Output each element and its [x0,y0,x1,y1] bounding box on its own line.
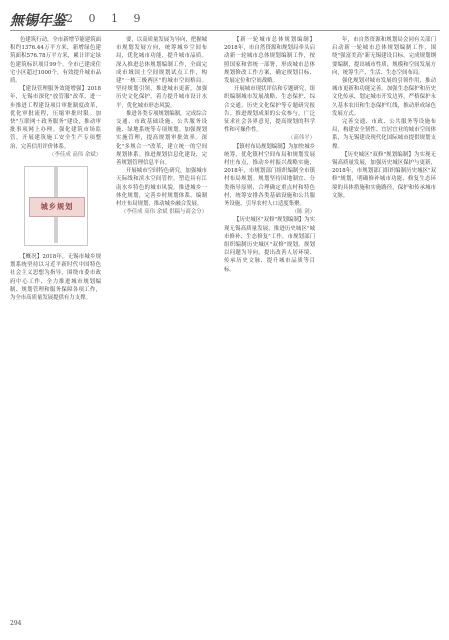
paragraph: 【镇村布局规划编制】为加快城乡统筹，优化镇村空间布局和规划发展村庄布点，推动乡村振兴战略实施，2018年，市规划部门组织编制全市镇村布局规划。规划坚持因地制宜、分类指导原则，合理确定重点村和特色村，统筹安排各类基础设施和公共服务设施，引导农村人口适度集聚。 [224,143,315,208]
column-4 [332,36,436,200]
sign-board: 城乡规划 [29,197,85,217]
paragraph: 色建筑行动，全市新增节能建筑面积约1376.44万平方米，新增绿色建筑面积576.78万平方米，累计评定绿色建筑标识项目99个。全市已建成住宅小区超过1000个，有效提升城市品质。 [10,37,101,85]
paragraph: 年，市自然资源和规划局会同有关部门启动新一轮城市总体规划编制工作，围绕"强富美高"新无锡建设目标，完成规划纲要编制，提出城市性质、规模和空间发展方向，统筹生产、生活、生态空间布局。 [332,37,436,76]
header-title: 無锡年鉴 [10,13,66,29]
running-header [10,10,440,30]
paragraph: 【历史城区"双修"规划编制】为实现无锡高质量发展，推进历史城区"城市修补、生态修复"工作，市规划部门组织编制历史城区"双修"规划。规划以问题为导向，提出改善人居环境、传承历史文脉、提升城市品质等目标。 [224,217,315,273]
sign-pole [54,217,58,243]
sign-pole [54,167,58,199]
paragraph: 完善交通、市政、公共服务等设施布局，构建安全韧性、宜居宜业的城市空间体系，为无锡建设现代化国际城市提供规划支撑。 [332,119,436,150]
source-credit: （李佳成 高伟 余斌 供稿与商会分） [120,209,207,216]
page-number: 294 [10,620,22,627]
header-year: 2 0 1 9 [66,12,147,25]
source-credit: （陈 剑） [291,209,315,216]
column-1 [10,36,101,302]
paragraph: 推进各类专项规划编制，完成综合交通、市政基础设施、公共服务设施、绿地系统等专项规划。加强规划实施管理，提高规划审批效率。深化"多规合一"改革，建立统一的空间规划体系。推进规划信息化建设，完善规划管理信息平台。 [116,110,207,167]
paragraph: 要，以高质量发展为导向，把握城市规划发展方向，统筹城乡空间布局，优化城市功能，提升城市品质。深入推进总体规划编制工作，全面完成市域国土空间规划试点工作，构建"一核三极两区"的城市空间格局。坚持规划引领，推进城市更新，加强历史文化保护。着力提升城市设计水平，优化城市形态风貌。 [116,37,207,109]
paragraph: 【新一轮城市总体规划编制】2018年，市自然资源和规划局牵头启动新一轮城市总体规划编制工作，按照国家和省统一部署，形成城市总体规划修改工作方案，确定规划目标、发展定位和空间战略。 [224,37,315,85]
city-sign-image [24,166,88,246]
paragraph: 【建设管理服务效能增强】2018年，无锡市深化"放管服"改革，进一步推进工程建设项目审批制度改革，优化审批流程，压缩审批时限。加快"互联网＋政务服务"建设，推动审批事项网上办理。强化建筑市场监管，开展建筑施工安全生产专项整治，完善信用评价体系。 [10,86,101,150]
paragraph: 【历史城区"双修"规划编制】为实现无锡高质量发展，加强历史城区保护与更新，2018年，市规划部门组织编制历史城区"双修"规划，明确修补城市功能、修复生态环境的具体措施和实施路径，保护和传承城市文脉。 [332,151,436,199]
source-credit: （李佳成 高伟 余斌） [49,151,101,158]
column-2 [116,36,207,216]
paragraph: 强化规划对城市发展的引领作用，推动城市更新和功能完善。加强生态保护和历史文化传承，划定城市开发边界，严格保护永久基本农田和生态保护红线，推动形成绿色发展方式。 [332,78,436,117]
paragraph: 开展城市空间特色研究，加强城市天际线和滨水空间管控，塑造具有江南水乡特色的城市风貌。推进城乡一体化规划，完善乡村规划体系，编制村庄布局规划，推动城乡融合发展。 [116,168,207,208]
column-3 [224,36,315,274]
paragraph: 开展城市现状评估和专题研究，组织编制城市发展战略、生态保护、综合交通、历史文化保护等专题研究报告。推进规划成果的公众参与，广泛征求社会各界意见，提高规划的科学性和可操作性。 [224,86,315,134]
header-rule [10,30,440,31]
source-credit: （高伟平） [288,135,315,142]
paragraph: 【概况】2018年，无锡市城乡规划系统坚持以习近平新时代中国特色社会主义思想为指导，围绕市委市政府中心工作，全力推进城市规划编制、规划管理和服务保障各项工作，为全市高质量发展提供有力支撑。 [10,254,101,302]
